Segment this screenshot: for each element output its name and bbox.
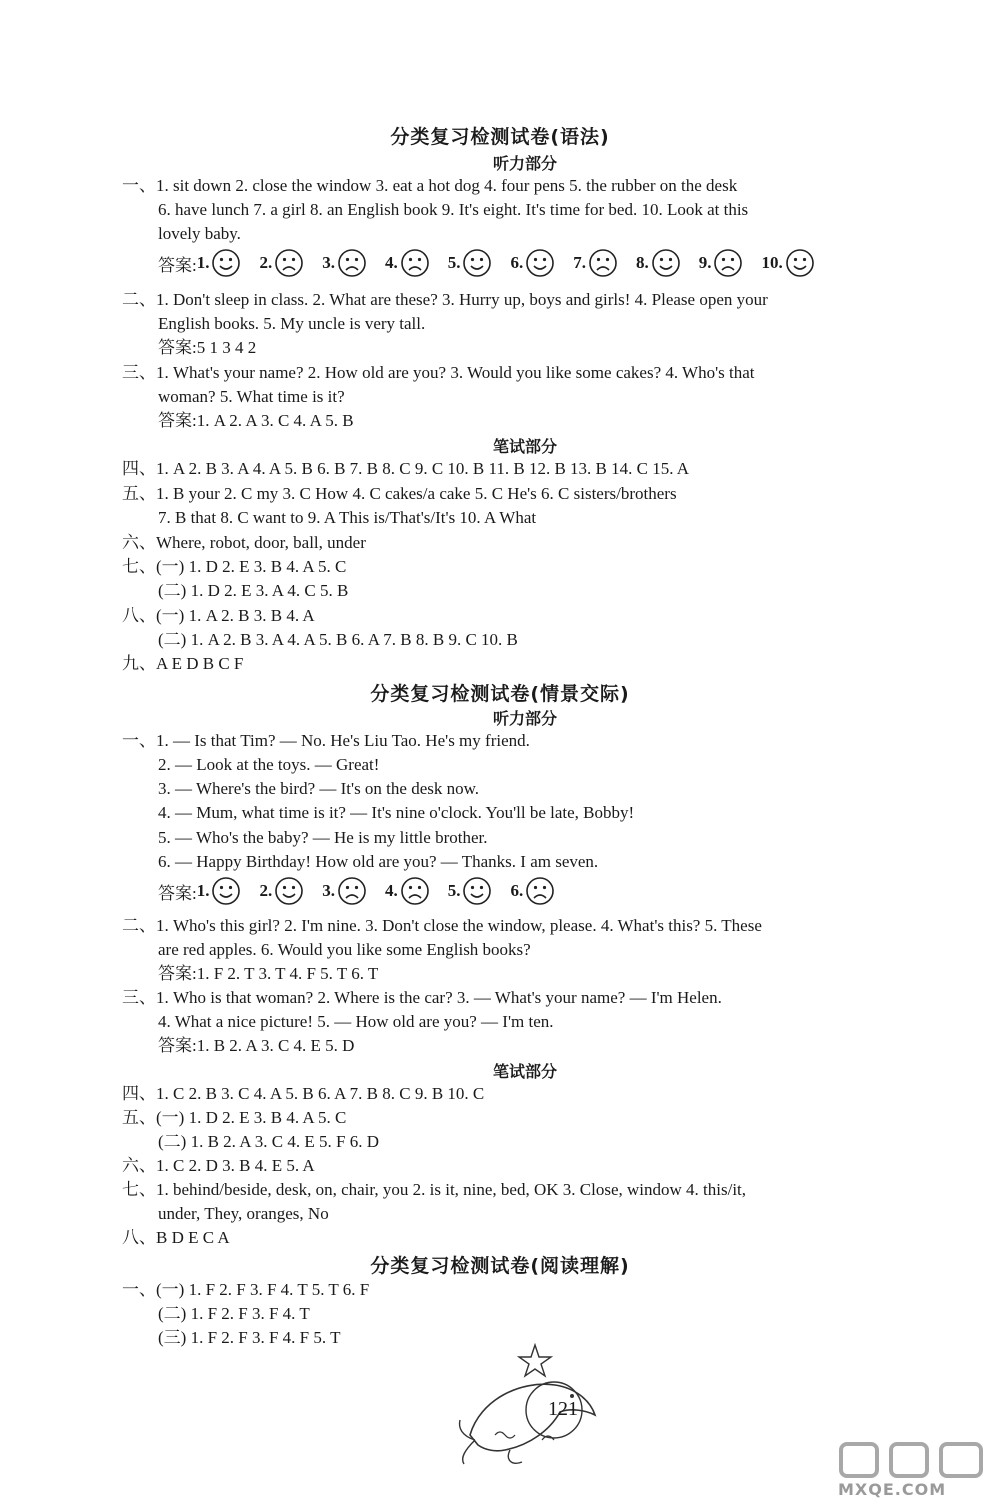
- answer-line: English books. 5. My uncle is very tall.: [158, 314, 426, 333]
- answer-line: (二) 1. F 2. F 3. F 4. T: [158, 1304, 310, 1323]
- answer-line: 7. B that 8. C want to 9. A This is/That's/It's 10. A What: [158, 508, 537, 527]
- sad-face-icon: [337, 248, 367, 278]
- face-answer-number: 4.: [384, 253, 398, 272]
- face-answer-item: [761, 248, 820, 278]
- answer-line: 一、1. sit down 2. close the window 3. eat a hot dog 4. four pens 5. the rubber on the desk: [122, 176, 738, 195]
- answer-line: 4. What a nice picture! 5. — How old are you? — I'm ten.: [158, 1012, 554, 1031]
- face-answer-number: 5.: [447, 253, 461, 272]
- face-answer-item: [197, 876, 248, 906]
- answer-line: (三) 1. F 2. F 3. F 4. F 5. T: [158, 1328, 341, 1347]
- answer-line: 九、A E D B C F: [122, 654, 244, 673]
- answer-line: 答案:1. B 2. A 3. C 4. E 5. D: [158, 1036, 355, 1055]
- face-answer-number: 6.: [510, 253, 524, 272]
- answer-line: under, They, oranges, No: [158, 1204, 329, 1223]
- answer-line: 四、1. A 2. B 3. A 4. A 5. B 6. B 7. B 8. C 9. C 10. B 11. B 12. B 13. B 14. C 15. A: [122, 459, 690, 478]
- answer-line: 二、1. Who's this girl? 2. I'm nine. 3. Don't close the window, please. 4. What's this? 5. These: [122, 916, 762, 935]
- section-title-grammar: 分类复习检测试卷(语法): [390, 126, 610, 148]
- faces-answer-row: [158, 248, 833, 278]
- answer-line: (二) 1. A 2. B 3. A 4. A 5. B 6. A 7. B 8. B 9. C 10. B: [158, 630, 518, 649]
- face-answer-item: [699, 248, 750, 278]
- answer-line: are red apples. 6. Would you like some English books?: [158, 940, 531, 959]
- smiley-face-icon: [211, 248, 241, 278]
- face-answer-number: 2.: [259, 253, 273, 272]
- answer-line: 一、(一) 1. F 2. F 3. F 4. T 5. T 6. F: [122, 1280, 370, 1299]
- face-answer-item: [510, 876, 561, 906]
- answer-line: 八、(一) 1. A 2. B 3. B 4. A: [122, 606, 315, 625]
- face-answer-item: [385, 248, 436, 278]
- answer-line: woman? 5. What time is it?: [158, 387, 345, 406]
- face-answer-item: [573, 248, 624, 278]
- sad-face-icon: [337, 876, 367, 906]
- face-answer-item: [448, 248, 499, 278]
- face-answer-item: [636, 248, 687, 278]
- sad-face-icon: [713, 248, 743, 278]
- answer-line: 一、1. — Is that Tim? — No. He's Liu Tao. He's my friend.: [122, 731, 530, 750]
- face-answer-item: [385, 876, 436, 906]
- face-answer-number: 6.: [510, 881, 524, 900]
- smiley-face-icon: [211, 876, 241, 906]
- answer-line: (二) 1. D 2. E 3. A 4. C 5. B: [158, 581, 349, 600]
- answer-line: 四、1. C 2. B 3. C 4. A 5. B 6. A 7. B 8. C 9. B 10. C: [122, 1084, 485, 1103]
- answer-line: (二) 1. B 2. A 3. C 4. E 5. F 6. D: [158, 1132, 380, 1151]
- face-answer-number: 1.: [196, 253, 210, 272]
- face-answer-item: [510, 248, 561, 278]
- face-answer-number: 9.: [698, 253, 712, 272]
- face-answer-item: [322, 876, 373, 906]
- sad-face-icon: [400, 248, 430, 278]
- face-answer-number: 2.: [259, 881, 273, 900]
- answer-line: 三、1. What's your name? 2. How old are you? 3. Would you like some cakes? 4. Who's that: [122, 363, 755, 382]
- writing-label: 笔试部分: [492, 437, 557, 456]
- answer-line: 八、B D E C A: [122, 1228, 230, 1247]
- face-answer-number: 5.: [447, 881, 461, 900]
- smiley-face-icon: [651, 248, 681, 278]
- watermark-text: MXQE.COM: [838, 1480, 947, 1499]
- answer-label: 答案:: [158, 255, 197, 275]
- sad-face-icon: [400, 876, 430, 906]
- answer-line: 答案:5 1 3 4 2: [158, 338, 257, 357]
- smiley-face-icon: [274, 876, 304, 906]
- answer-line: 6. — Happy Birthday! How old are you? — Thanks. I am seven.: [158, 852, 599, 871]
- answer-line: 5. — Who's the baby? — He is my little brother.: [158, 828, 488, 847]
- section-title-situational: 分类复习检测试卷(情景交际): [370, 683, 630, 705]
- answer-label: 答案:: [158, 883, 197, 903]
- face-answer-item: [259, 248, 310, 278]
- face-answer-number: 8.: [635, 253, 649, 272]
- face-answer-number: 1.: [196, 881, 210, 900]
- writing-label: 笔试部分: [492, 1062, 557, 1081]
- smiley-face-icon: [785, 248, 815, 278]
- face-answer-item: [197, 248, 248, 278]
- smiley-face-icon: [462, 876, 492, 906]
- answer-line: 六、1. C 2. D 3. B 4. E 5. A: [122, 1156, 315, 1175]
- section-title-reading: 分类复习检测试卷(阅读理解): [370, 1255, 630, 1277]
- face-answer-item: [259, 876, 310, 906]
- listening-label: 听力部分: [492, 709, 557, 728]
- answer-line: 4. — Mum, what time is it? — It's nine o'clock. You'll be late, Bobby!: [158, 803, 635, 822]
- answer-line: 3. — Where's the bird? — It's on the desk now.: [158, 779, 480, 798]
- answer-line: 三、1. Who is that woman? 2. Where is the car? 3. — What's your name? — I'm Helen.: [122, 988, 722, 1007]
- face-answer-item: [448, 876, 499, 906]
- answer-line: 答案:1. A 2. A 3. C 4. A 5. B: [158, 411, 354, 430]
- smiley-face-icon: [462, 248, 492, 278]
- sad-face-icon: [274, 248, 304, 278]
- face-answer-number: 7.: [573, 253, 586, 272]
- answer-line: 二、1. Don't sleep in class. 2. What are these? 3. Hurry up, boys and girls! 4. Please open your: [122, 290, 768, 309]
- answer-line: 五、1. B your 2. C my 3. C How 4. C cakes/a cake 5. C He's 6. C sisters/brothers: [122, 484, 677, 503]
- page-number: 121: [548, 1398, 578, 1420]
- face-answer-item: [322, 248, 373, 278]
- face-answer-number: 10.: [761, 253, 783, 272]
- face-answer-number: 4.: [384, 881, 398, 900]
- listening-label: 听力部分: [492, 154, 557, 173]
- sad-face-icon: [525, 876, 555, 906]
- sad-face-icon: [588, 248, 618, 278]
- answer-line: 五、(一) 1. D 2. E 3. B 4. A 5. C: [122, 1108, 347, 1127]
- answer-line: 答案:1. F 2. T 3. T 4. F 5. T 6. T: [158, 964, 379, 983]
- answer-line: 七、1. behind/beside, desk, on, chair, you 2. is it, nine, bed, OK 3. Close, window 4. this/it,: [122, 1180, 747, 1199]
- answer-line: lovely baby.: [158, 224, 241, 243]
- answer-line: 六、Where, robot, door, ball, under: [122, 533, 366, 552]
- face-answer-number: 3.: [322, 253, 335, 272]
- smiley-face-icon: [525, 248, 555, 278]
- answer-line: 七、(一) 1. D 2. E 3. B 4. A 5. C: [122, 557, 347, 576]
- faces-answer-row: [158, 876, 573, 906]
- face-answer-number: 3.: [322, 881, 335, 900]
- dolphin-illustration: [450, 1340, 610, 1470]
- answer-line: 2. — Look at the toys. — Great!: [158, 755, 380, 774]
- answer-line: 6. have lunch 7. a girl 8. an English book 9. It's eight. It's time for bed. 10. Look at this: [158, 200, 749, 219]
